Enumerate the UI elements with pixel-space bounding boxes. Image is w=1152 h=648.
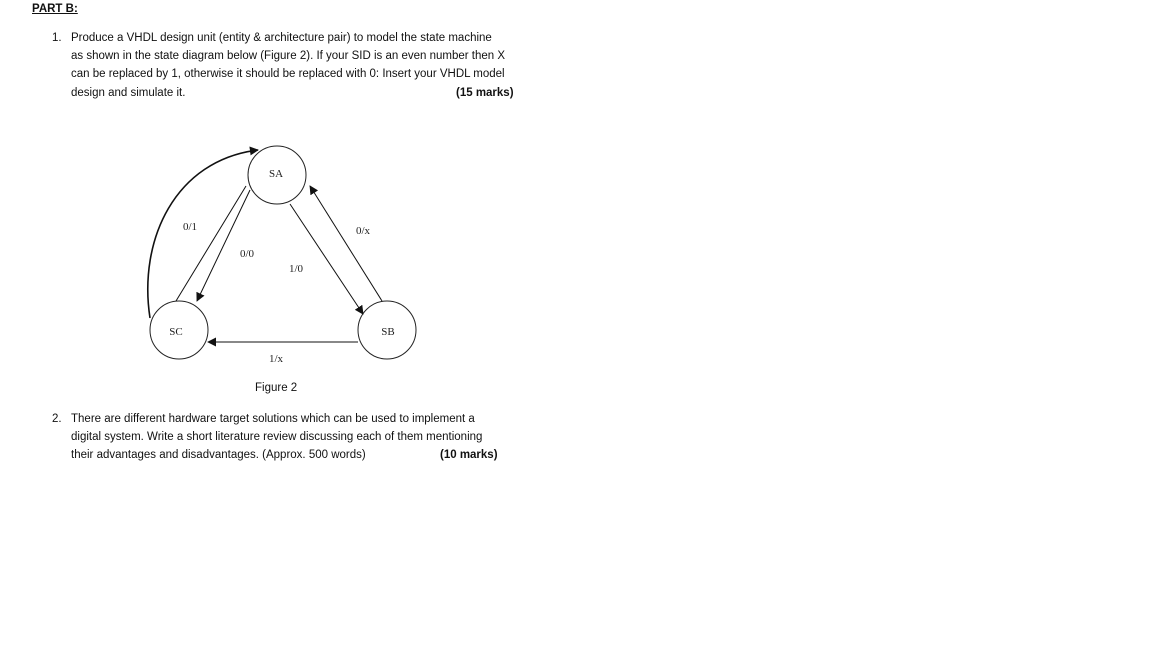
- question-1-line-1: Produce a VHDL design unit (entity & architecture pair) to model the state machine: [71, 32, 492, 44]
- question-2-marks: (10 marks): [440, 449, 498, 461]
- question-1-line-2: as shown in the state diagram below (Figure 2). If your SID is an even number then X: [71, 50, 506, 62]
- transition-label-1-0: 1/0: [289, 263, 304, 275]
- state-sb-label: SB: [381, 326, 395, 338]
- figure-caption: Figure 2: [255, 382, 298, 394]
- state-sc-label: SC: [169, 326, 183, 338]
- transition-sa-to-sb: [290, 204, 363, 314]
- question-1-line-3: can be replaced by 1, otherwise it should be replaced with 0: Insert your VHDL model: [71, 68, 505, 80]
- transition-label-1-x: 1/x: [269, 353, 284, 365]
- question-2-number: 2.: [52, 413, 62, 425]
- part-heading: PART B:: [32, 3, 78, 15]
- question-2-line-2: digital system. Write a short literature review discussing each of them mentioning: [71, 431, 483, 443]
- question-1-line-4: design and simulate it.: [71, 87, 186, 99]
- transition-label-0-x: 0/x: [356, 225, 371, 237]
- transition-sa-to-sc: [197, 190, 250, 301]
- question-1-number: 1.: [52, 32, 62, 44]
- transition-sb-to-sa: [310, 186, 382, 301]
- transition-sc-to-sa-curve: [148, 150, 258, 318]
- state-sa-label: SA: [268, 168, 284, 180]
- question-1-marks: (15 marks): [456, 87, 514, 99]
- transition-label-0-0: 0/0: [240, 248, 255, 260]
- question-2-line-3: their advantages and disadvantages. (Approx. 500 words): [71, 449, 366, 461]
- question-2-line-1: There are different hardware target solutions which can be used to implement a: [71, 413, 475, 425]
- transition-sc-sa-line: [176, 186, 246, 301]
- transition-label-0-1: 0/1: [183, 221, 198, 233]
